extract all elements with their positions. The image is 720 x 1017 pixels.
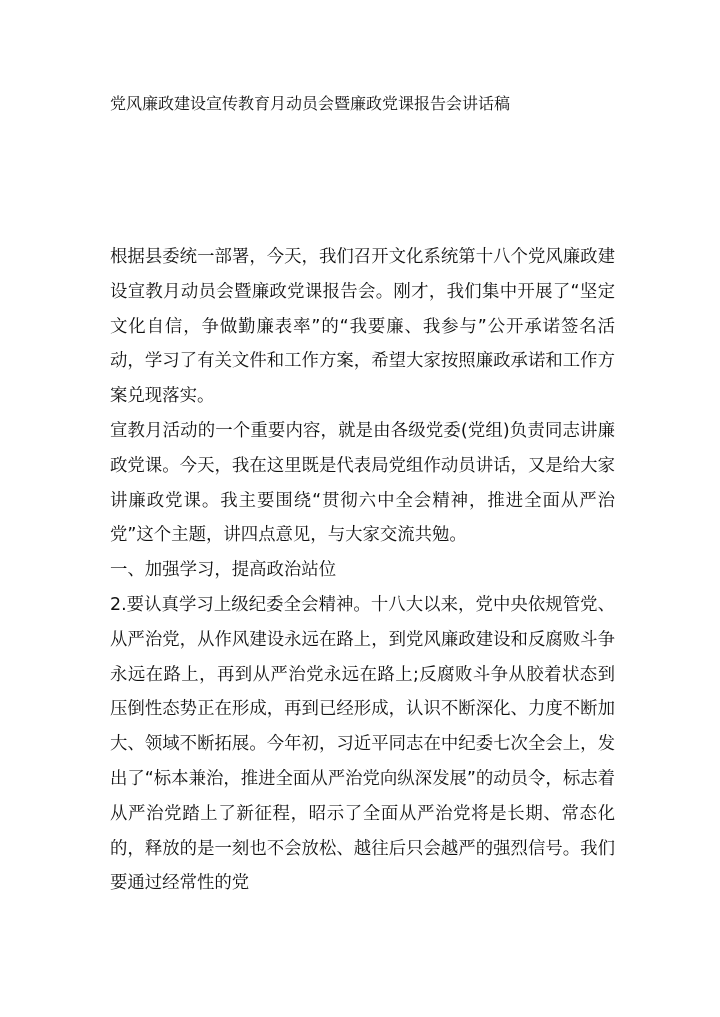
paragraph-study-discipline: 2.要认真学习上级纪委全会精神。十八大以来，党中央依规管党、从严治党，从作风建设永远在路上，到党风廉政建设和反腐败斗争永远在路上，再到从严治党永远在路上;反腐败斗争从胶着状态到压倒性态势正在形成，再到已经形成，认识不断深化、力度不断加大、领域不断拓展。今年初，习近平同志在中纪委七次全会上，发出了“标本兼治，推进全面从严治党向纵深发展”的动员令，标志着从严治党踏上了新征程，昭示了全面从严治党将是长期、常态化的，释放的是一刻也不会放松、越往后只会越严的强烈信号。我们要通过经常性的党: [110, 594, 615, 894]
document-body: [110, 240, 615, 901]
paragraph-party-lesson: 宣教月活动的一个重要内容，就是由各级党委(党组)负责同志讲廉政党课。今天，我在这里既是代表局党组作动员讲话，又是给大家讲廉政党课。我主要围绕“贯彻六中全会精神，推进全面从严治党”这个主题，讲四点意见，与大家交流共勉。: [110, 420, 615, 546]
section-heading-1: 一、加强学习，提高政治站位: [110, 560, 337, 581]
document-title: 党风廉政建设宣传教育月动员会暨廉政党课报告会讲话稿: [110, 94, 511, 113]
paragraph-intro: 根据县委统一部署，今天，我们召开文化系统第十八个党风廉政建设宣教月动员会暨廉政党课报告会。刚才，我们集中开展了“坚定文化自信，争做勤廉表率”的“我要廉、我参与”公开承诺签名活动，学习了有关文件和工作方案，希望大家按照廉政承诺和工作方案兑现落实。: [110, 247, 615, 407]
